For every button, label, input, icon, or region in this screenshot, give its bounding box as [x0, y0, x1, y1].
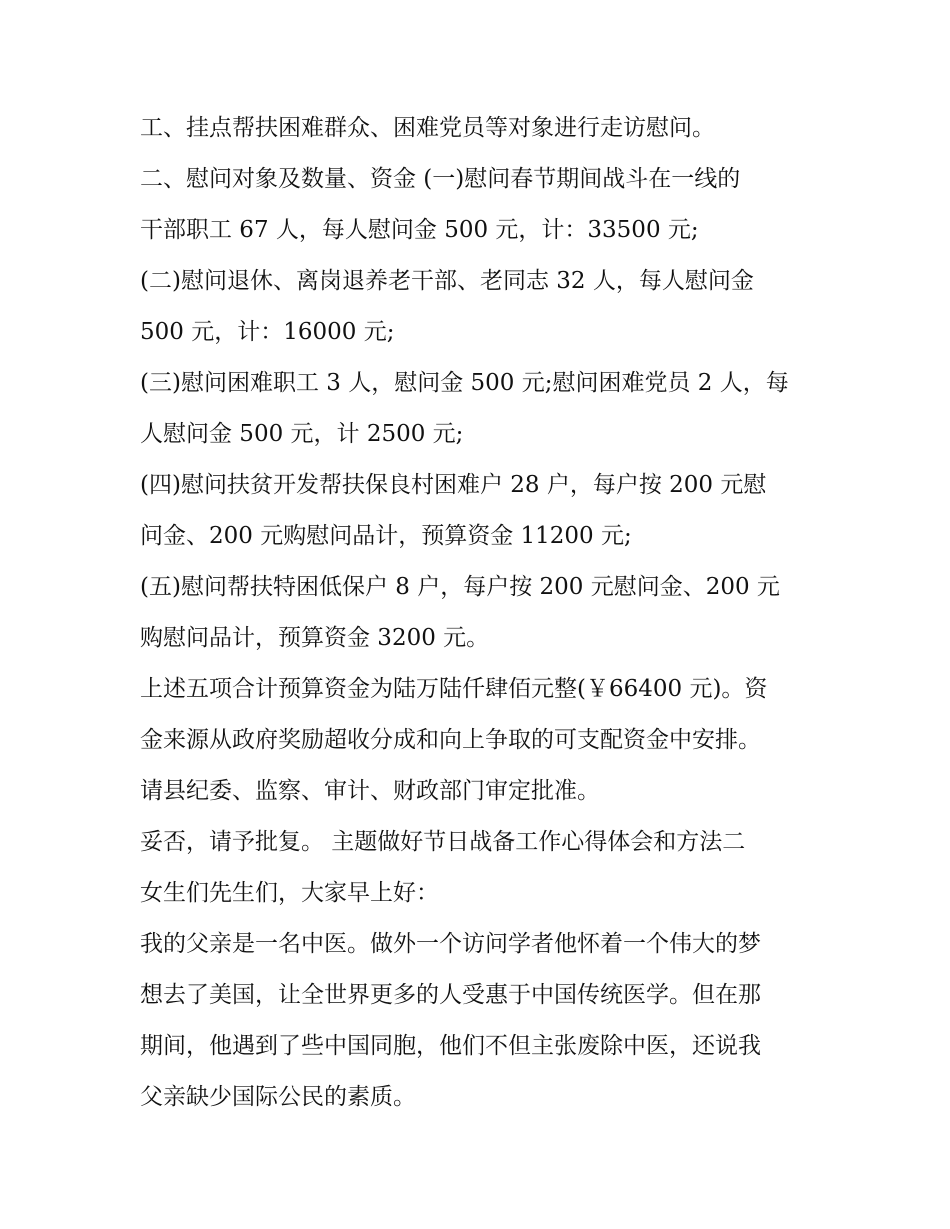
text-line: 父亲缺少国际公民的素质。: [140, 1084, 416, 1110]
text-line: 妥否，请予批复。 主题做好节日战备工作心得体会和方法二: [140, 829, 746, 855]
text-line: 上述五项合计预算资金为陆万陆仟肆佰元整(￥66400 元)。资: [140, 676, 768, 702]
text-line: 我的父亲是一名中医。做外一个访问学者他怀着一个伟大的梦: [140, 931, 761, 957]
text-line: 期间，他遇到了些中国同胞，他们不但主张废除中医，还说我: [140, 1033, 761, 1059]
text-line: 请县纪委、监察、审计、财政部门审定批准。: [140, 778, 600, 804]
text-line: 人慰问金 500 元，计 2500 元;: [140, 421, 464, 447]
text-line: (二)慰问退休、离岗退养老干部、老同志 32 人，每人慰问金: [140, 268, 754, 294]
text-line: 女生们先生们，大家早上好：: [140, 880, 439, 906]
text-line: 问金、200 元购慰问品计，预算资金 11200 元;: [140, 523, 632, 549]
text-line: 购慰问品计，预算资金 3200 元。: [140, 625, 490, 651]
text-line: 工、挂点帮扶困难群众、困难党员等对象进行走访慰问。: [140, 115, 715, 141]
text-line: 想去了美国，让全世界更多的人受惠于中国传统医学。但在那: [140, 982, 761, 1008]
text-line: 二、慰问对象及数量、资金 (一)慰问春节期间战斗在一线的: [140, 166, 741, 192]
text-line: 金来源从政府奖励超收分成和向上争取的可支配资金中安排。: [140, 727, 761, 753]
text-line: (四)慰问扶贫开发帮扶保良村困难户 28 户，每户按 200 元慰: [140, 472, 767, 498]
text-line: (五)慰问帮扶特困低保户 8 户，每户按 200 元慰问金、200 元: [140, 574, 780, 600]
text-line: 500 元，计：16000 元;: [140, 319, 395, 345]
text-line: 干部职工 67 人，每人慰问金 500 元，计：33500 元;: [140, 217, 699, 243]
text-line: (三)慰问困难职工 3 人，慰问金 500 元;慰问困难党员 2 人，每: [140, 370, 789, 396]
